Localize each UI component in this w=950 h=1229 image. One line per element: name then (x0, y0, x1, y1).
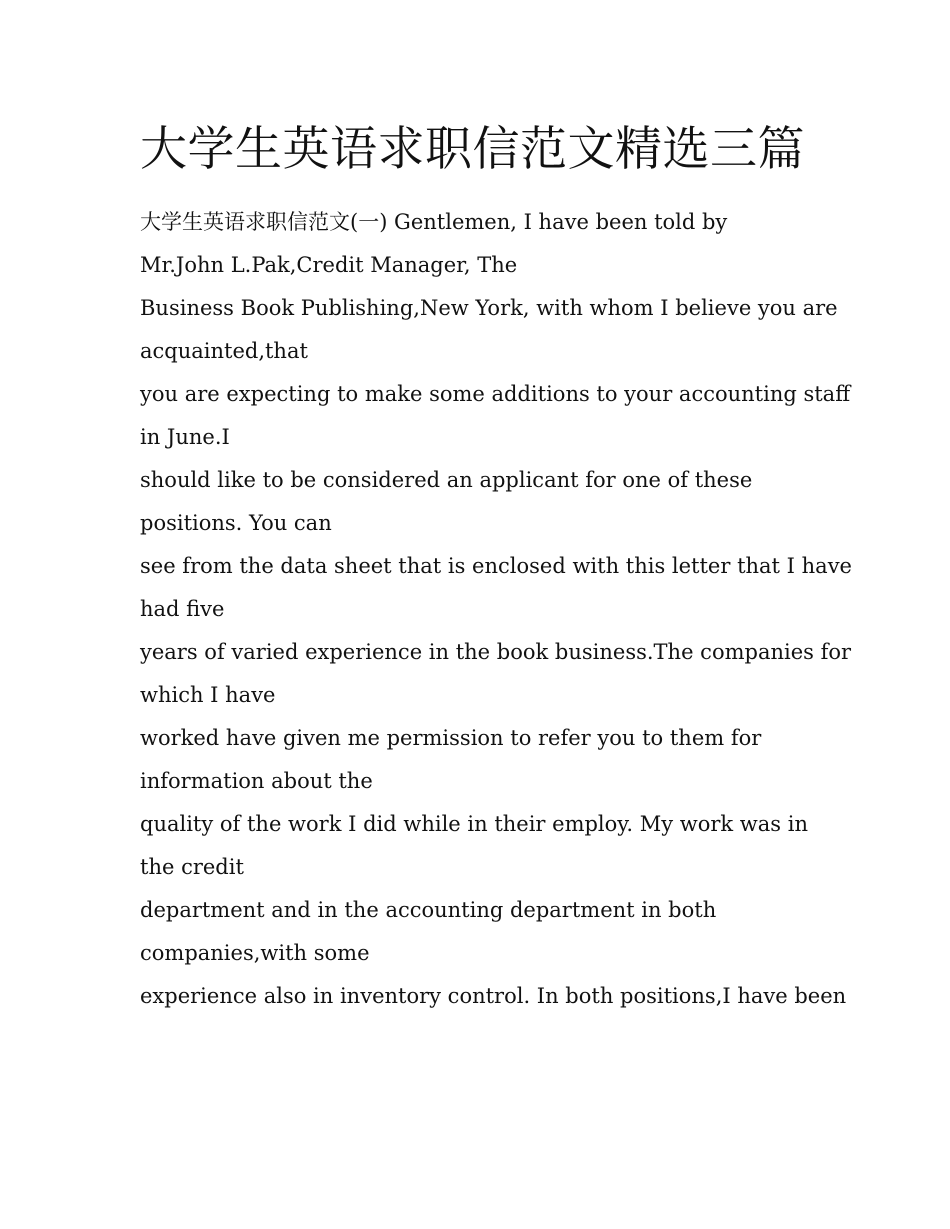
text-line: department and in the accounting department in both (140, 898, 717, 922)
text-line: companies,with some (140, 941, 370, 965)
text-line: Business Book Publishing,New York, with whom I believe you are (140, 296, 838, 320)
text-line: which I have (140, 683, 276, 707)
text-line: had five (140, 597, 225, 621)
text-line: in June.I (140, 425, 230, 449)
text-line: should like to be considered an applicant for one of these (140, 468, 753, 492)
text-line: experience also in inventory control. In both positions,I have been (140, 984, 847, 1008)
text-line: positions. You can (140, 511, 332, 535)
document-title: 大学生英语求职信范文精选三篇 (140, 122, 805, 177)
text-line: quality of the work I did while in their employ. My work was in (140, 812, 808, 836)
text-line: acquainted,that (140, 339, 308, 363)
text-line: you are expecting to make some additions to your accounting staff (140, 382, 851, 406)
text-line: worked have given me permission to refer you to them for (140, 726, 762, 750)
document-page (140, 112, 852, 1018)
text-line: information about the (140, 769, 373, 793)
text-line: Mr.John L.Pak,Credit Manager, The (140, 253, 518, 277)
letter-body (140, 201, 852, 1018)
text-line: see from the data sheet that is enclosed with this letter that I have (140, 554, 852, 578)
text-line: years of varied experience in the book business.The companies for (140, 640, 852, 664)
text-line: 大学生英语求职信范文(一) Gentlemen, I have been told by (140, 210, 728, 234)
text-line: the credit (140, 855, 244, 879)
